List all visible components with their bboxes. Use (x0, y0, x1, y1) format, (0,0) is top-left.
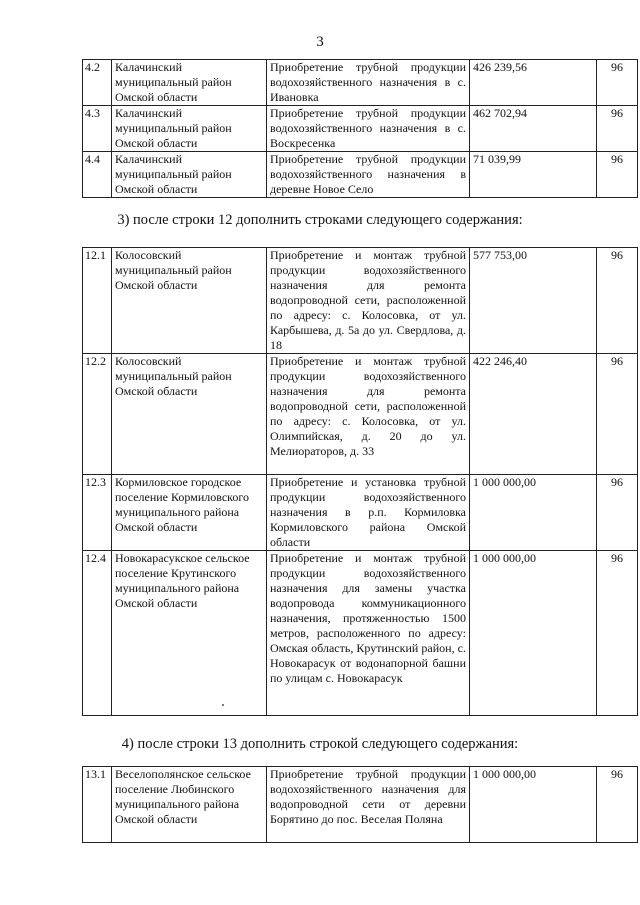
table-row (83, 152, 638, 198)
code-cell: 96 (597, 475, 638, 551)
table-row (83, 248, 638, 354)
municipality-cell: Кормиловское городское поселение Кормиловского муниципального района Омской области (112, 475, 267, 551)
description-cell: Приобретение трубной продукции водохозяйственного назначения для водопроводной сети от деревни Борятино до пос. Веселая Поляна (267, 767, 470, 843)
code-cell: 96 (597, 767, 638, 843)
row-number: 13.1 (83, 767, 112, 843)
description-cell: Приобретение трубной продукции водохозяйственного назначения в с. Воскресенка (267, 106, 470, 152)
amount-cell: 577 753,00 (470, 248, 597, 354)
code-cell: 96 (597, 60, 638, 106)
amount-cell: 1 000 000,00 (470, 551, 597, 716)
description-cell: Приобретение и монтаж трубной продукции водохозяйственного назначения для ремонта водопроводной сети, расположенной по адресу: с. Колосовка, от ул. Карбышева, д. 5а до ул. Свердлова, д. 18 (267, 248, 470, 354)
allocation-table-2 (82, 247, 638, 716)
municipality-cell: Колосовский муниципальный район Омской области (112, 248, 267, 354)
row-number: 4.2 (83, 60, 112, 106)
row-number: 12.3 (83, 475, 112, 551)
code-cell: 96 (597, 152, 638, 198)
amendment-heading-4: 4) после строки 13 дополнить строкой следующего содержания: (121, 736, 519, 752)
amendment-heading-3: 3) после строки 12 дополнить строками следующего содержания: (117, 212, 523, 228)
row-number: 12.1 (83, 248, 112, 354)
amount-cell: 1 000 000,00 (470, 475, 597, 551)
table-row (83, 551, 638, 716)
stray-mark (222, 704, 224, 706)
row-number: 4.4 (83, 152, 112, 198)
page-number: 3 (316, 34, 324, 50)
municipality-cell: Новокарасукское сельское поселение Крутинского муниципального района Омской области (112, 551, 267, 716)
description-cell: Приобретение и монтаж трубной продукции водохозяйственного назначения для замены участка водопровода коммуникационного назначения, протяженностью 1500 метров, расположенного по адресу: Омская область, Крутинский район, с. Новокарасук от водонапорной башни по улицам с. Новокарасук (267, 551, 470, 716)
municipality-cell: Калачинский муниципальный район Омской области (112, 60, 267, 106)
amount-cell: 422 246,40 (470, 354, 597, 475)
table-row (83, 767, 638, 843)
amount-cell: 462 702,94 (470, 106, 597, 152)
table-row (83, 354, 638, 475)
row-number: 12.4 (83, 551, 112, 716)
description-cell: Приобретение трубной продукции водохозяйственного назначения в деревне Новое Село (267, 152, 470, 198)
allocation-table-1 (82, 59, 638, 198)
description-cell: Приобретение трубной продукции водохозяйственного назначения в с. Ивановка (267, 60, 470, 106)
allocation-table-3 (82, 766, 638, 843)
municipality-cell: Колосовский муниципальный район Омской области (112, 354, 267, 475)
code-cell: 96 (597, 248, 638, 354)
table-row (83, 60, 638, 106)
row-number: 12.2 (83, 354, 112, 475)
row-number: 4.3 (83, 106, 112, 152)
table-row (83, 475, 638, 551)
municipality-cell: Калачинский муниципальный район Омской области (112, 152, 267, 198)
code-cell: 96 (597, 354, 638, 475)
municipality-cell: Калачинский муниципальный район Омской области (112, 106, 267, 152)
municipality-cell: Веселополянское сельское поселение Любинского муниципального района Омской области (112, 767, 267, 843)
code-cell: 96 (597, 106, 638, 152)
description-cell: Приобретение и установка трубной продукции водохозяйственного назначения в р.п. Кормиловка Кормиловского района Омской области (267, 475, 470, 551)
code-cell: 96 (597, 551, 638, 716)
amount-cell: 426 239,56 (470, 60, 597, 106)
description-cell: Приобретение и монтаж трубной продукции водохозяйственного назначения для ремонта водопроводной сети, расположенной по адресу: с. Колосовка, от ул. Олимпийская, д. 20 до ул. Мелиораторов, д. 33 (267, 354, 470, 475)
amount-cell: 1 000 000,00 (470, 767, 597, 843)
amount-cell: 71 039,99 (470, 152, 597, 198)
table-row (83, 106, 638, 152)
